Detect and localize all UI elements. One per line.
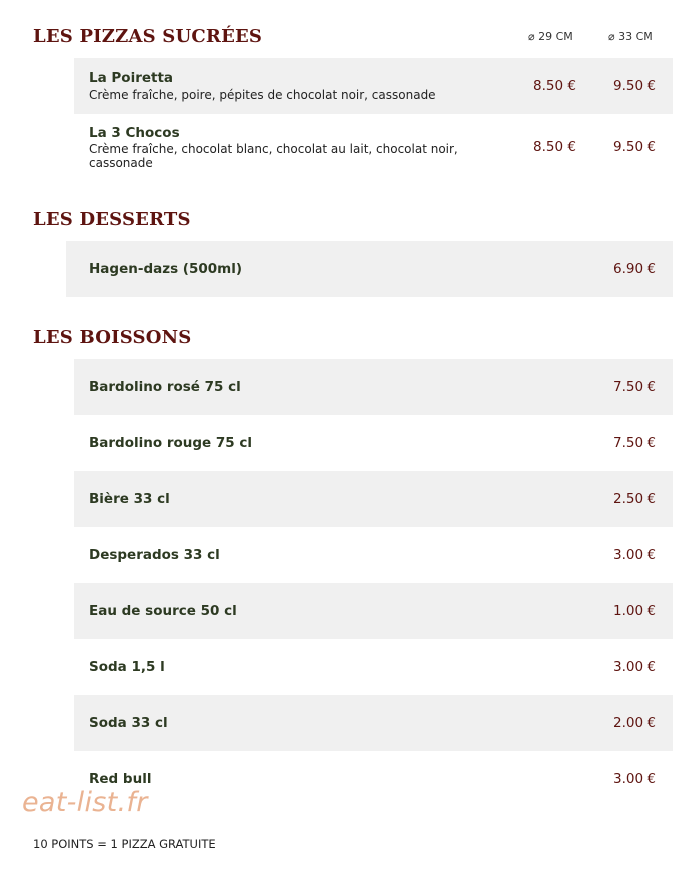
- item-price: 3.00 €: [613, 659, 656, 675]
- item-name: Soda 1,5 l: [89, 659, 165, 675]
- item-name: Hagen-dazs (500ml): [89, 261, 243, 277]
- item-description: Crème fraîche, chocolat blanc, chocolat au lait, chocolat noir, cassonade: [89, 142, 458, 170]
- menu-item-row[interactable]: [74, 639, 673, 695]
- menu-item-row[interactable]: [74, 58, 673, 114]
- item-name: Bardolino rosé 75 cl: [89, 379, 241, 395]
- item-price-29cm: 8.50 €: [533, 139, 576, 155]
- size-header-33cm: ⌀ 33 CM: [608, 30, 653, 43]
- menu-item-row[interactable]: [74, 527, 673, 583]
- item-name: Desperados 33 cl: [89, 547, 220, 563]
- watermark-logo: eat-list.fr: [22, 787, 148, 818]
- item-price-33cm: 9.50 €: [613, 139, 656, 155]
- menu-item-row[interactable]: [74, 114, 673, 174]
- item-price: 7.50 €: [613, 435, 656, 451]
- item-name: La 3 Chocos: [89, 125, 180, 141]
- section-title-boissons: LES BOISSONS: [33, 327, 192, 348]
- item-name: Red bull: [89, 771, 152, 787]
- size-header-29cm: ⌀ 29 CM: [528, 30, 573, 43]
- item-name: Soda 33 cl: [89, 715, 168, 731]
- item-name: Bière 33 cl: [89, 491, 170, 507]
- item-price: 3.00 €: [613, 547, 656, 563]
- menu-item-row[interactable]: [66, 241, 673, 297]
- item-price-33cm: 9.50 €: [613, 78, 656, 94]
- item-price: 1.00 €: [613, 603, 656, 619]
- item-price: 7.50 €: [613, 379, 656, 395]
- section-title-desserts: LES DESSERTS: [33, 209, 191, 230]
- menu-item-row[interactable]: [74, 695, 673, 751]
- item-price-29cm: 8.50 €: [533, 78, 576, 94]
- item-name: Bardolino rouge 75 cl: [89, 435, 253, 451]
- item-price: 2.50 €: [613, 491, 656, 507]
- loyalty-note: 10 POINTS = 1 PIZZA GRATUITE: [33, 837, 216, 851]
- item-description: Crème fraîche, poire, pépites de chocolat noir, cassonade: [89, 88, 436, 102]
- item-price: 3.00 €: [613, 771, 656, 787]
- menu-item-row[interactable]: [74, 751, 673, 807]
- menu-item-row[interactable]: [74, 359, 673, 415]
- item-name: Eau de source 50 cl: [89, 603, 237, 619]
- section-title-pizzas-sucrees: LES PIZZAS SUCRÉES: [33, 26, 263, 47]
- item-price: 6.90 €: [613, 261, 656, 277]
- item-name: La Poiretta: [89, 70, 174, 86]
- menu-item-row[interactable]: [74, 415, 673, 471]
- item-price: 2.00 €: [613, 715, 656, 731]
- menu-item-row[interactable]: [74, 583, 673, 639]
- menu-item-row[interactable]: [74, 471, 673, 527]
